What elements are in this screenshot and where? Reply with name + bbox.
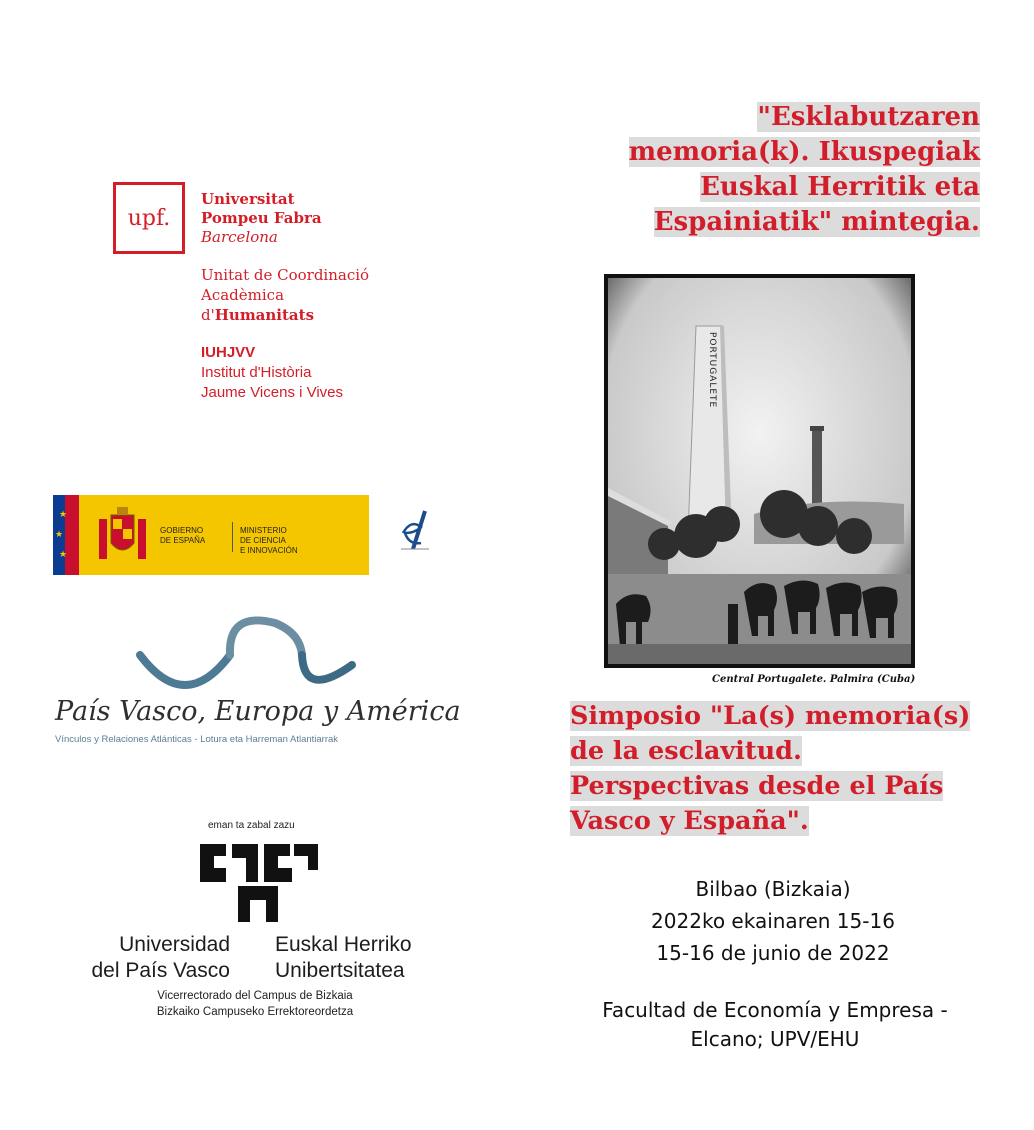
iuhjvv-line1: Institut d'Història	[201, 364, 312, 381]
upf-unit-line3	[201, 305, 369, 325]
basque-title-line: memoria(k). Ikuspegiak	[628, 137, 980, 167]
gobierno-line2: DE ESPAÑA	[160, 536, 206, 545]
coat-of-arms-icon	[95, 505, 150, 567]
basque-title-line: "Esklabutzaren	[757, 102, 980, 132]
svg-text:★: ★	[55, 530, 64, 540]
event-date-eu: 2022ko ekainaren 15-16	[651, 909, 895, 933]
upf-name-line1: Universitat	[201, 190, 295, 208]
iuhjvv-code: IUHJVV	[201, 344, 256, 361]
upv-name-es	[68, 932, 230, 984]
gobierno-line1: GOBIERNO	[160, 526, 204, 535]
gobierno-divider	[232, 522, 233, 552]
ministerio-line3: E INNOVACIÓN	[240, 546, 298, 555]
upf-unit-line2: Acadèmica	[201, 286, 285, 304]
spanish-title	[570, 699, 1010, 839]
eu-stars-icon	[53, 495, 83, 575]
photo-caption: Central Portugalete. Palmira (Cuba)	[712, 674, 916, 685]
event-date-es: 15-16 de junio de 2022	[656, 941, 890, 965]
upf-logo	[113, 182, 185, 254]
gobierno-text	[160, 526, 205, 546]
iuhjvv-line2: Jaume Vicens i Vives	[201, 384, 344, 401]
venue-line1: Facultad de Economía y Empresa -	[602, 998, 948, 1022]
venue-line2: Elcano; UPV/EHU	[690, 1027, 860, 1051]
upv-eu-line2: Unibertsitatea	[275, 959, 405, 982]
spanish-title-line: Simposio "La(s) memoria(s)	[570, 701, 971, 731]
vice-line1: Vicerrectorado del Campus de Bizkaia	[157, 990, 353, 1002]
upv-motto: eman ta zabal zazu	[208, 820, 295, 831]
event-venue	[570, 996, 980, 1054]
basque-title-line: Euskal Herritik eta	[700, 172, 980, 202]
ministerio-line2: DE CIENCIA	[240, 536, 286, 545]
upv-eu-line1: Euskal Herriko	[275, 933, 412, 956]
spanish-title-line: Perspectivas desde el País	[570, 771, 944, 801]
upf-unit-line1: Unitat de Coordinació	[201, 266, 370, 284]
upf-unit	[201, 265, 369, 325]
spanish-title-line: Vasco y España".	[570, 806, 809, 836]
event-location: Bilbao (Bizkaia)	[695, 877, 851, 901]
spanish-title-line: de la esclavitud.	[570, 736, 802, 766]
aei-logo-icon	[395, 505, 435, 567]
sugar-mill-photo-image	[604, 274, 915, 668]
upv-tree-logo-icon	[198, 836, 320, 926]
upf-city: Barcelona	[201, 228, 278, 246]
svg-text:★: ★	[59, 510, 68, 520]
upf-unit-line3-bold: Humanitats	[214, 306, 315, 324]
basque-title	[580, 100, 980, 240]
upf-name-line2: Pompeu Fabra	[201, 209, 322, 227]
upv-es-line2: del País Vasco	[91, 959, 230, 982]
vicerrectorado	[100, 988, 410, 1020]
vice-line2: Bizkaiko Campuseko Errektoreordetza	[156, 1006, 354, 1018]
svg-text:★: ★	[59, 550, 68, 560]
pva-title: País Vasco, Europa y América	[55, 696, 461, 727]
iuhjvv-block	[201, 343, 343, 403]
ministerio-line1: MINISTERIO	[240, 526, 287, 535]
pva-subtitle: Vínculos y Relaciones Atlánticas - Lotura eta Harreman Atlantiarrak	[55, 734, 339, 745]
ministerio-text	[240, 526, 298, 556]
upv-es-line1: Universidad	[119, 933, 230, 956]
pva-wave-icon	[130, 615, 370, 700]
basque-title-line: Espainiatik" mintegia.	[653, 207, 980, 237]
upv-name-eu	[275, 932, 412, 984]
upf-logo-text: upf.	[127, 205, 171, 231]
historic-photo	[604, 274, 915, 668]
upf-unit-line3-prefix: d'	[201, 306, 215, 324]
upf-name	[201, 190, 322, 247]
chimney-text: PORTUGALETE	[707, 332, 717, 409]
event-date	[608, 873, 938, 969]
